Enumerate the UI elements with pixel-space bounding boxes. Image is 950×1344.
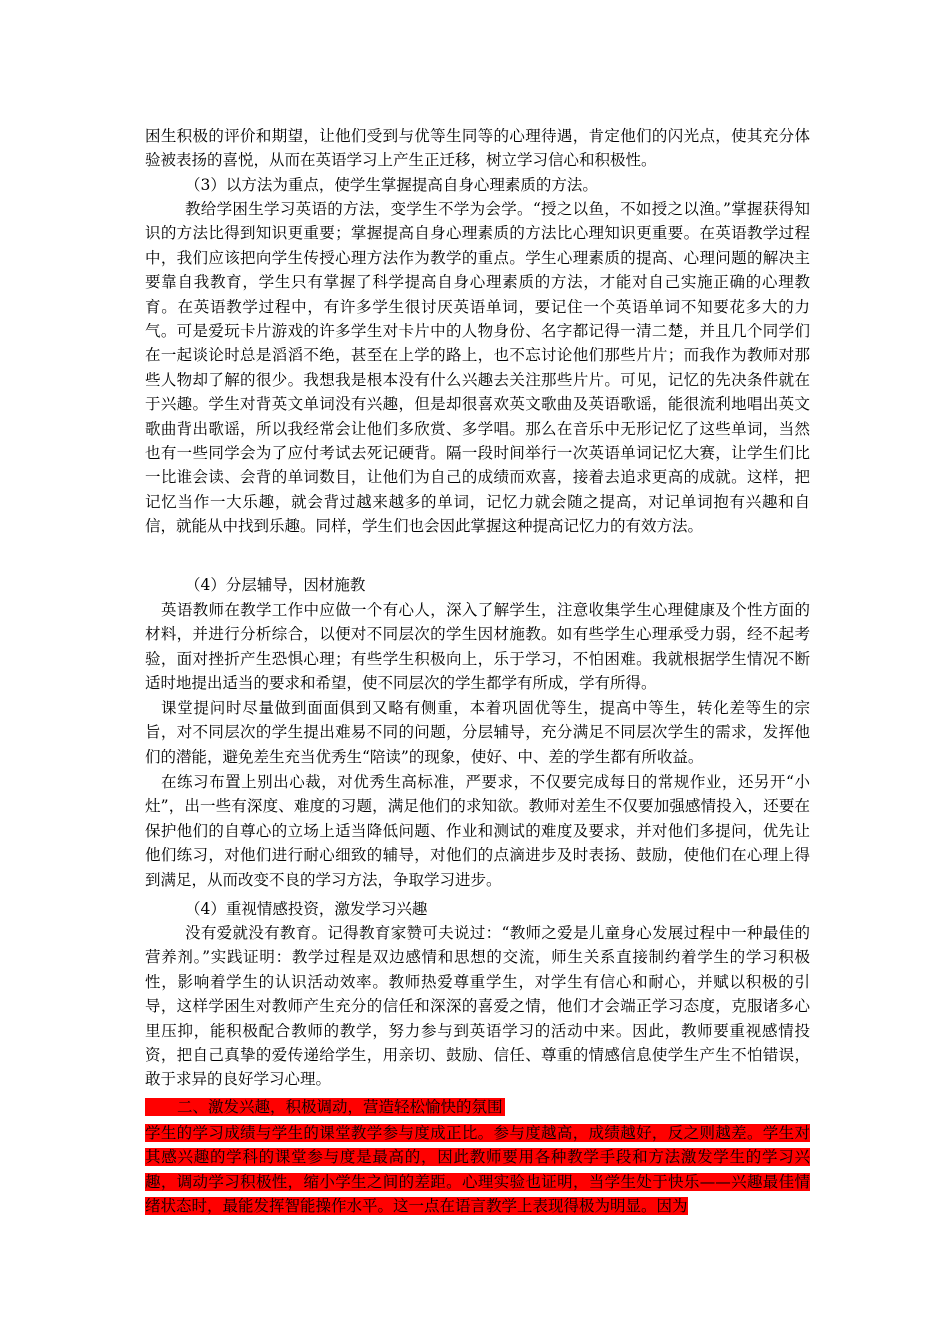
- highlighted-paragraph-text: 学生的学习成绩与学生的课堂教学参与度成正比。参与度越高，成绩越好，反之则越差。学生对其感兴趣的学科的课堂参与度是最高的，因此教师要用各种教学手段和方法激发学生的学习兴趣，调动学习积极性，缩小学生之间的差距。心理实验也证明，当学生处于快乐——兴趣最佳情绪状态时，最能发挥智能操作水平。这一点在语言教学上表现得极为明显。因为: [145, 1124, 810, 1216]
- highlighted-paragraph: [145, 1121, 810, 1219]
- highlighted-heading-text: 二、激发兴趣，积极调动，营造轻松愉快的氛围: [145, 1098, 505, 1116]
- heading-3: （3）以方法为重点，使学生掌握提高自身心理素质的方法。: [185, 176, 598, 194]
- highlighted-heading: [145, 1095, 505, 1119]
- paragraph-5: 在练习布置上别出心裁，对优秀生高标准，严要求，不仅要完成每日的常规作业，还另开“小灶”，出一些有深度、难度的习题，满足他们的求知欲。教师对差生不仅要加强感情投入，还要在保护他们的自尊心的立场上适当降低问题、作业和测试的难度及要求，并对他们多提问，优先让他们练习，对他们进行耐心细致的辅导，对他们的点滴进步及时表扬、鼓励，使他们在心理上得到满足，从而改变不良的学习方法，争取学习进步。: [145, 773, 810, 889]
- paragraph-3: 英语教师在教学工作中应做一个有心人，深入了解学生，注意收集学生心理健康及个性方面的材料，并进行分析综合，以便对不同层次的学生因材施教。如有些学生心理承受力弱，经不起考验，面对挫折产生恐惧心理；有些学生积极向上，乐于学习，不怕困难。我就根据学生情况不断适时地提出适当的要求和希望，使不同层次的学生都学有所成，学有所得。: [145, 601, 810, 693]
- heading-4b: （4）重视情感投资，激发学习兴趣: [185, 900, 428, 918]
- paragraph-2: 教给学困生学习英语的方法，变学生不学为会学。“授之以鱼，不如授之以渔。”掌握获得知识的方法比得到知识更重要；掌握提高自身心理素质的方法比心理知识更重要。在英语教学过程中，我们应该把向学生传授心理方法作为教学的重点。学生心理素质的提高、心理问题的解决主要靠自我教育，学生只有掌握了科学提高自身心理素质的方法，才能对自己实施正确的心理教育。在英语教学过程中，有许多学生很讨厌英语单词，要记住一个英语单词不知要花多大的力气。可是爱玩卡片游戏的许多学生对卡片中的人物身份、名字都记得一清二楚，并且几个同学们在一起谈论时总是滔滔不绝，甚至在上学的路上，也不忘讨论他们那些片片；而我作为教师对那些人物却了解的很少。我想我是根本没有什么兴趣去关注那些片片。可见，记忆的先决条件就在于兴趣。学生对背英文单词没有兴趣，但是却很喜欢英文歌曲及英语歌谣，能很流利地唱出英文歌曲背出歌谣，所以我经常会让他们多欣赏、多学唱。那么在音乐中无形记忆了这些单词，当然也有一些同学会为了应付考试去死记硬背。隔一段时间举行一次英语单词记忆大赛，让学生们比一比谁会读、会背的单词数目，让他们为自己的成绩而欢喜，接着去追求更高的成就。这样，把记忆当作一大乐趣，就会背过越来越多的单词，记忆力就会随之提高，对记单词抱有兴趣和自信，就能从中找到乐趣。同样，学生们也会因此掌握这种提高记忆力的有效方法。: [145, 200, 810, 536]
- heading-4a: （4）分层辅导，因材施教: [185, 576, 366, 594]
- paragraph-4: 课堂提问时尽量做到面面俱到又略有侧重，本着巩固优等生，提高中等生，转化差等生的宗旨，对不同层次的学生提出难易不同的问题，分层辅导，充分满足不同层次学生的需求，发挥他们的潜能，避免差生充当优秀生“陪读”的现象，使好、中、差的学生都有所收益。: [145, 699, 810, 766]
- paragraph-1: 困生积极的评价和期望，让他们受到与优等生同等的心理待遇，肯定他们的闪光点，使其充分体验被表扬的喜悦，从而在英语学习上产生正迁移，树立学习信心和积极性。: [145, 127, 810, 170]
- paragraph-6: 没有爱就没有教育。记得教育家赞可夫说过：“教师之爱是儿童身心发展过程中一种最佳的营养剂。”实践证明：教学过程是双边感情和思想的交流，师生关系直接制约着学生的学习积极性，影响着学生的认识活动效率。教师热爱尊重学生，对学生有信心和耐心，并赋以积极的引导，这样学困生对教师产生充分的信任和深深的喜爱之情，他们才会端正学习态度，克服诸多心里压抑，能积极配合教师的教学，努力参与到英语学习的活动中来。因此，教师要重视感情投资，把自己真挚的爱传递给学生，用亲切、鼓励、信任、尊重的情感信息使学生产生不怕错误，敢于求异的良好学习心理。: [145, 924, 810, 1089]
